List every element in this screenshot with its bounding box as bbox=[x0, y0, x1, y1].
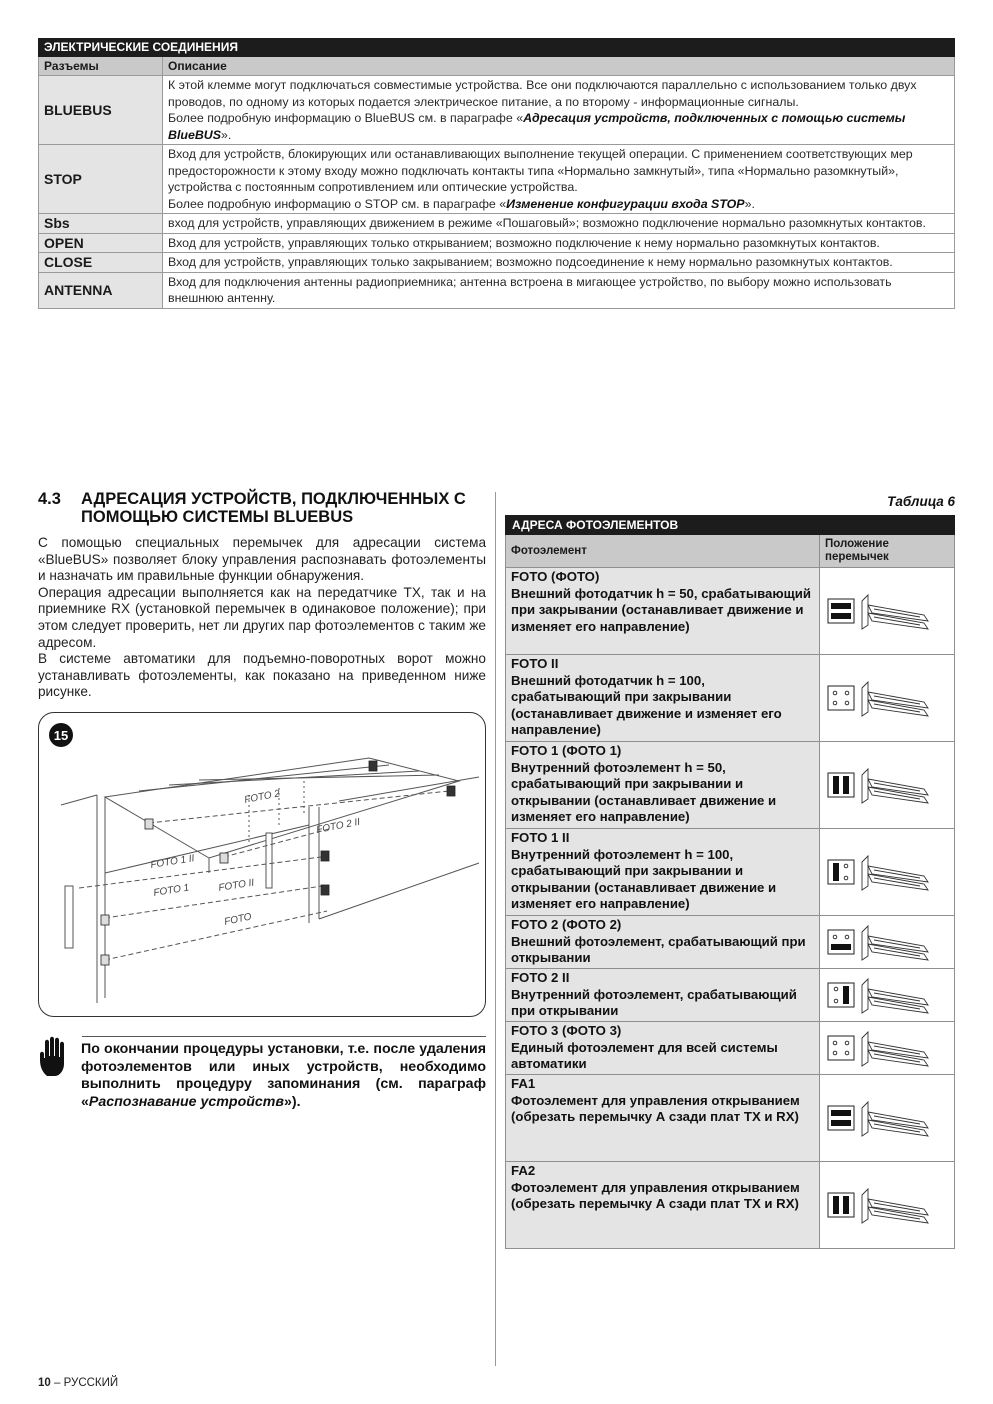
photocell-description bbox=[506, 1022, 820, 1075]
jumper-position-cell bbox=[820, 829, 955, 916]
photocell-description bbox=[506, 969, 820, 1022]
jumper-diagram-icon bbox=[824, 975, 936, 1015]
page-number: 10 bbox=[38, 1377, 51, 1389]
photocell-code: FA2 bbox=[511, 1163, 536, 1179]
paragraph: Операция адресации выполняется как на передатчике TX, так и на приемнике RX (установкой перемычек в одинаковое положение); при этом следует проверить, нет ли других пар фотоэлементов с таким же адресом. bbox=[38, 584, 486, 650]
warning-text-after: »). bbox=[283, 1093, 301, 1110]
jumper-diagram-icon bbox=[824, 765, 936, 805]
col-header-connectors: Разъемы bbox=[39, 57, 163, 76]
jumper-position-cell bbox=[820, 916, 955, 969]
photocell-description bbox=[506, 568, 820, 655]
jumper-position-cell bbox=[820, 1162, 955, 1249]
section-title: АДРЕСАЦИЯ УСТРОЙСТВ, ПОДКЛЮЧЕННЫХ С ПОМОЩЬЮ СИСТЕМЫ BLUEBUS bbox=[81, 490, 466, 526]
table-row bbox=[39, 253, 955, 273]
table-row bbox=[39, 76, 955, 145]
connector-name: ANTENNA bbox=[39, 272, 163, 308]
paragraph: В системе автоматики для подъемно-поворотных ворот можно устанавливать фотоэлементы, как показано на приведенном ниже рисунке. bbox=[38, 651, 486, 700]
beam-label: FOTO 2 II bbox=[315, 816, 362, 836]
table-row bbox=[39, 272, 955, 308]
section-reference-link[interactable]: Адресация устройств, подключенных с помощью системы BlueBUS bbox=[168, 111, 906, 142]
description-text: К этой клемме могут подключаться совместимые устройства. Все они подключаются параллельно с использованием только двух проводов, по одному из которых подается электрическое питание, а по второму - информационные сигналы. bbox=[168, 78, 917, 109]
beam-label: FOTO 1 bbox=[152, 882, 190, 899]
jumper-diagram-icon bbox=[824, 1185, 936, 1225]
more-info-suffix: ». bbox=[744, 196, 755, 211]
column-divider bbox=[495, 492, 496, 1366]
connector-description: Вход для подключения антенны радиоприемника; антенна встроена в мигающее устройство, по выбору можно использовать внешнюю антенну. bbox=[163, 272, 955, 308]
photocell-description bbox=[506, 1075, 820, 1162]
section-reference-link[interactable]: Изменение конфигурации входа STOP bbox=[506, 196, 745, 211]
jumper-diagram-icon bbox=[824, 1098, 936, 1138]
section-body bbox=[38, 535, 486, 701]
hand-stop-icon bbox=[38, 1036, 72, 1078]
photocell-text: Внешний фотодатчик h = 100, срабатывающий при закрывании (останавливает движение и изменяет его направление) bbox=[511, 672, 782, 738]
warning-text-before: По окончании процедуры установки, т.е. после удаления фотоэлементов или иных устройств, необходимо выполнить процедуру запоминания (см. параграф « bbox=[81, 1041, 486, 1110]
connector-name: OPEN bbox=[39, 233, 163, 253]
connector-name: CLOSE bbox=[39, 253, 163, 273]
connector-description: вход для устройств, управляющих движением в режиме «Пошаговый»; возможно подключение нормально разомкнутых контактов. bbox=[163, 214, 955, 234]
photocell-code: FOTO (ФОТО) bbox=[511, 569, 600, 585]
more-info-prefix: Более подробную информацию о BlueBUS см. в параграфе « bbox=[168, 111, 524, 125]
jumper-diagram-icon bbox=[824, 591, 936, 631]
col-header-photocell: Фотоэлемент bbox=[506, 535, 820, 568]
jumper-position-cell bbox=[820, 1022, 955, 1075]
photocell-text: Внешний фотодатчик h = 50, срабатывающий при закрывании (останавливает движение и изменяет его направление) bbox=[511, 585, 811, 634]
photocell-text: Внутренний фотоэлемент h = 50, срабатывающий при закрывании и открывании (останавливает движение и изменяет его направление) bbox=[511, 759, 777, 825]
table-row bbox=[506, 969, 955, 1022]
jumper-position-cell bbox=[820, 742, 955, 829]
connector-description: Вход для устройств, управляющих только открыванием; возможно подключение к нему нормально разомкнутых контактов. bbox=[163, 233, 955, 253]
beam-label: FOTO bbox=[223, 911, 253, 928]
photocell-text: Внешний фотоэлемент, срабатывающий при открывании bbox=[511, 933, 806, 966]
connections-table-title: ЭЛЕКТРИЧЕСКИЕ СОЕДИНЕНИЯ bbox=[39, 39, 955, 57]
photocell-description bbox=[506, 742, 820, 829]
jumper-diagram-icon bbox=[824, 922, 936, 962]
connector-name: STOP bbox=[39, 145, 163, 214]
photocell-text: (обрезать перемычку А сзади плат TX и RX) bbox=[511, 1109, 799, 1125]
photocell-description bbox=[506, 916, 820, 969]
more-info-suffix: ». bbox=[221, 127, 232, 142]
table-row bbox=[506, 1162, 955, 1249]
jumper-diagram-icon bbox=[824, 1028, 936, 1068]
paragraph: С помощью специальных перемычек для адресации система «BlueBUS» позволяет блоку управления распознавать фотоэлементы и назначать им правильные функции обнаружения. bbox=[38, 535, 486, 584]
section-reference-link[interactable]: Распознавание устройств bbox=[88, 1093, 284, 1110]
col-header-description: Описание bbox=[163, 57, 955, 76]
photocell-code: FA1 bbox=[511, 1076, 536, 1092]
beam-label: FOTO 2 bbox=[243, 788, 281, 806]
jumper-position-cell bbox=[820, 969, 955, 1022]
gate-illustration bbox=[39, 713, 485, 1016]
photocell-code: FOTO II bbox=[511, 656, 559, 672]
connections-table bbox=[38, 38, 955, 309]
connector-description bbox=[163, 145, 955, 214]
connector-description: Вход для устройств, управляющих только закрыванием; возможно подсоединение к нему нормально разомкнутых контактов. bbox=[163, 253, 955, 273]
jumper-position-cell bbox=[820, 655, 955, 742]
photocell-description bbox=[506, 1162, 820, 1249]
col-header-jumpers: Положение перемычек bbox=[820, 535, 955, 568]
jumper-diagram-icon bbox=[824, 678, 936, 718]
connector-description bbox=[163, 76, 955, 145]
divider bbox=[82, 1036, 486, 1037]
photocell-code: FOTO 3 (ФОТО 3) bbox=[511, 1023, 622, 1039]
photocell-table-title: АДРЕСА ФОТОЭЛЕМЕНТОВ bbox=[506, 516, 955, 535]
warning-text bbox=[81, 1041, 486, 1111]
footer-language: РУССКИЙ bbox=[63, 1377, 119, 1389]
table-row bbox=[39, 233, 955, 253]
footer-separator: – bbox=[50, 1377, 64, 1389]
table-row bbox=[506, 1022, 955, 1075]
photocell-text: Единый фотоэлемент для всей системы автоматики bbox=[511, 1039, 778, 1072]
photocell-text: Фотоэлемент для управления открыванием bbox=[511, 1179, 800, 1195]
table-row bbox=[506, 916, 955, 969]
photocell-text: Внутренний фотоэлемент h = 100, срабатывающий при закрывании и открывании (останавливает движение и изменяет его направление) bbox=[511, 846, 777, 912]
photocell-text: Внутренний фотоэлемент, срабатывающий при открывании bbox=[511, 986, 797, 1019]
photocell-text: (обрезать перемычку А сзади плат TX и RX) bbox=[511, 1196, 799, 1212]
figure-number-badge: 15 bbox=[49, 723, 73, 747]
connector-name: Sbs bbox=[39, 214, 163, 234]
table-row bbox=[506, 655, 955, 742]
jumper-position-cell bbox=[820, 1075, 955, 1162]
section-number: 4.3 bbox=[38, 490, 61, 508]
figure-15-gate-diagram bbox=[38, 712, 486, 1017]
photocell-description bbox=[506, 829, 820, 916]
photocell-description bbox=[506, 655, 820, 742]
more-info-prefix: Более подробную информацию о STOP см. в параграфе « bbox=[168, 196, 507, 211]
beam-label: FOTO 1 II bbox=[149, 853, 196, 871]
photocell-code: FOTO 1 (ФОТО 1) bbox=[511, 743, 622, 759]
jumper-position-cell bbox=[820, 568, 955, 655]
table-row bbox=[506, 742, 955, 829]
connector-name: BLUEBUS bbox=[39, 76, 163, 145]
warning-note bbox=[38, 1036, 486, 1116]
table-row bbox=[506, 829, 955, 916]
table-row bbox=[39, 214, 955, 234]
photocell-text: Фотоэлемент для управления открыванием bbox=[511, 1092, 800, 1108]
description-text: Вход для устройств, блокирующих или останавливающих выполнение текущей операции. С применением соответствующих мер предосторожности к этому входу можно подключать контакты типа «Нормально замкнутый», типа «Нормально разомкнутый», устройства с постоянным сопротивлением или оптические устройства. bbox=[168, 147, 913, 194]
jumper-diagram-icon bbox=[824, 852, 936, 892]
beam-label: FOTO II bbox=[217, 877, 255, 894]
photocell-address-table bbox=[505, 515, 955, 1249]
photocell-code: FOTO 2 (ФОТО 2) bbox=[511, 917, 622, 933]
section-heading bbox=[38, 490, 486, 526]
table-row bbox=[506, 1075, 955, 1162]
photocell-code: FOTO 2 II bbox=[511, 970, 570, 986]
table-row bbox=[39, 145, 955, 214]
table-caption: Таблица 6 bbox=[887, 494, 955, 509]
page-footer bbox=[38, 1377, 118, 1389]
photocell-code: FOTO 1 II bbox=[511, 830, 570, 846]
table-row bbox=[506, 568, 955, 655]
